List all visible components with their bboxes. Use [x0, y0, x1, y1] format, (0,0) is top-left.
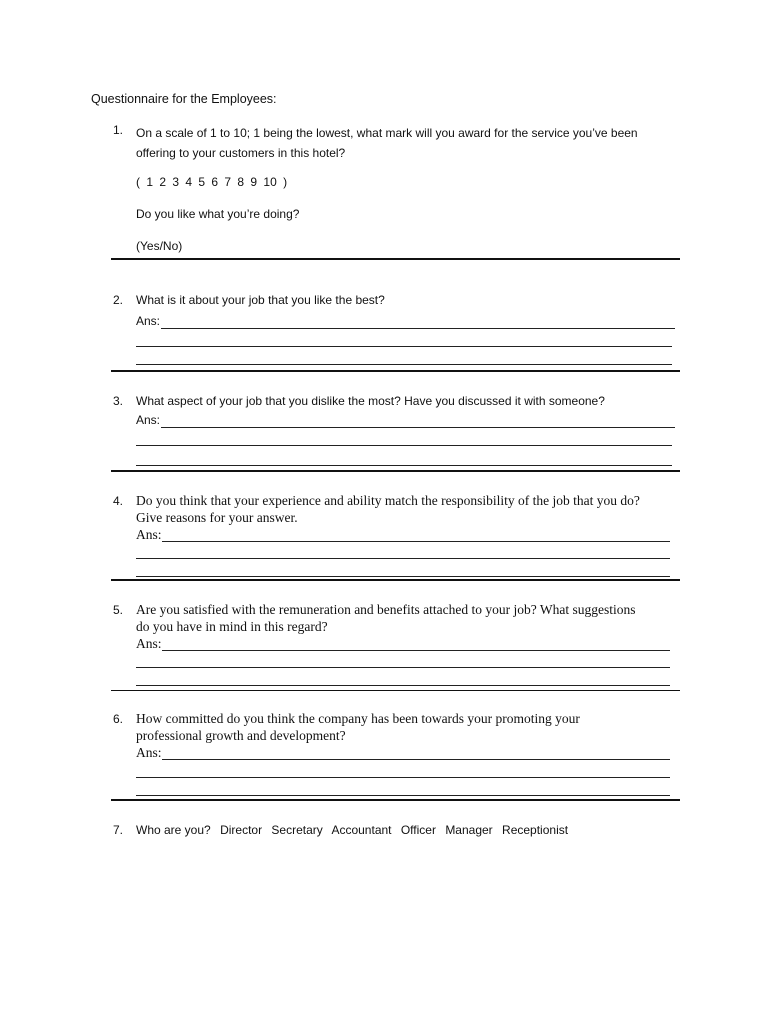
answer-line[interactable]	[136, 685, 670, 686]
question-text: professional growth and development?	[136, 728, 346, 743]
question-number: 5.	[113, 603, 124, 617]
question-text: Who are you?	[136, 823, 211, 837]
section-divider	[111, 579, 680, 581]
role-option-receptionist[interactable]: Receptionist	[502, 823, 569, 837]
role-option-secretary[interactable]: Secretary	[271, 823, 323, 837]
question-text: Do you think that your experience and ability match the responsibility of the job that you do?	[136, 493, 640, 508]
question-number: 4.	[113, 494, 124, 508]
section-divider	[111, 370, 680, 372]
answer-line[interactable]	[136, 364, 672, 365]
section-divider	[111, 470, 680, 472]
section-divider	[111, 799, 680, 801]
question-text: Are you satisfied with the remuneration and benefits attached to your job? What suggestions	[136, 602, 636, 617]
answer-line[interactable]	[162, 541, 670, 542]
yes-no-options[interactable]: (Yes/No)	[136, 239, 183, 253]
question-number: 7.	[113, 823, 124, 837]
question-text: On a scale of 1 to 10; 1 being the lowest, what mark will you award for the service you’ve been	[136, 126, 638, 140]
answer-label: Ans:	[136, 413, 161, 427]
role-option-officer[interactable]: Officer	[400, 823, 436, 837]
answer-label: Ans:	[136, 636, 162, 651]
question-text: What is it about your job that you like the best?	[136, 293, 385, 307]
answer-line[interactable]	[136, 445, 672, 446]
answer-line[interactable]	[161, 328, 675, 329]
answer-label: Ans:	[136, 745, 162, 760]
role-option-accountant[interactable]: Accountant	[331, 823, 392, 837]
role-option-director[interactable]: Director	[220, 823, 263, 837]
answer-label: Ans:	[136, 314, 161, 328]
section-divider	[111, 690, 680, 691]
question-text: What aspect of your job that you dislike the most? Have you discussed it with someone?	[136, 394, 605, 408]
question-text: offering to your customers in this hotel?	[136, 146, 346, 160]
question-number: 2.	[113, 293, 124, 307]
answer-line[interactable]	[136, 667, 670, 668]
answer-line[interactable]	[136, 795, 670, 796]
answer-line[interactable]	[136, 346, 672, 347]
question-number: 3.	[113, 394, 124, 408]
role-option-manager[interactable]: Manager	[445, 823, 493, 837]
answer-label: Ans:	[136, 527, 162, 542]
answer-line[interactable]	[161, 427, 675, 428]
answer-line[interactable]	[162, 759, 670, 760]
section-divider	[111, 258, 680, 260]
answer-line[interactable]	[136, 558, 670, 559]
answer-line[interactable]	[136, 465, 672, 466]
answer-line[interactable]	[162, 650, 670, 651]
question-number: 6.	[113, 712, 124, 726]
question-text: do you have in mind in this regard?	[136, 619, 328, 634]
answer-line[interactable]	[136, 777, 670, 778]
question-text: How committed do you think the company has been towards your promoting your	[136, 711, 580, 726]
answer-line[interactable]	[136, 576, 670, 577]
followup-question: Do you like what you’re doing?	[136, 207, 300, 221]
page-title: Questionnaire for the Employees:	[91, 92, 277, 106]
rating-scale[interactable]: ( 1 2 3 4 5 6 7 8 9 10 )	[136, 175, 288, 189]
question-text: Give reasons for your answer.	[136, 510, 298, 525]
question-number: 1.	[113, 123, 124, 137]
